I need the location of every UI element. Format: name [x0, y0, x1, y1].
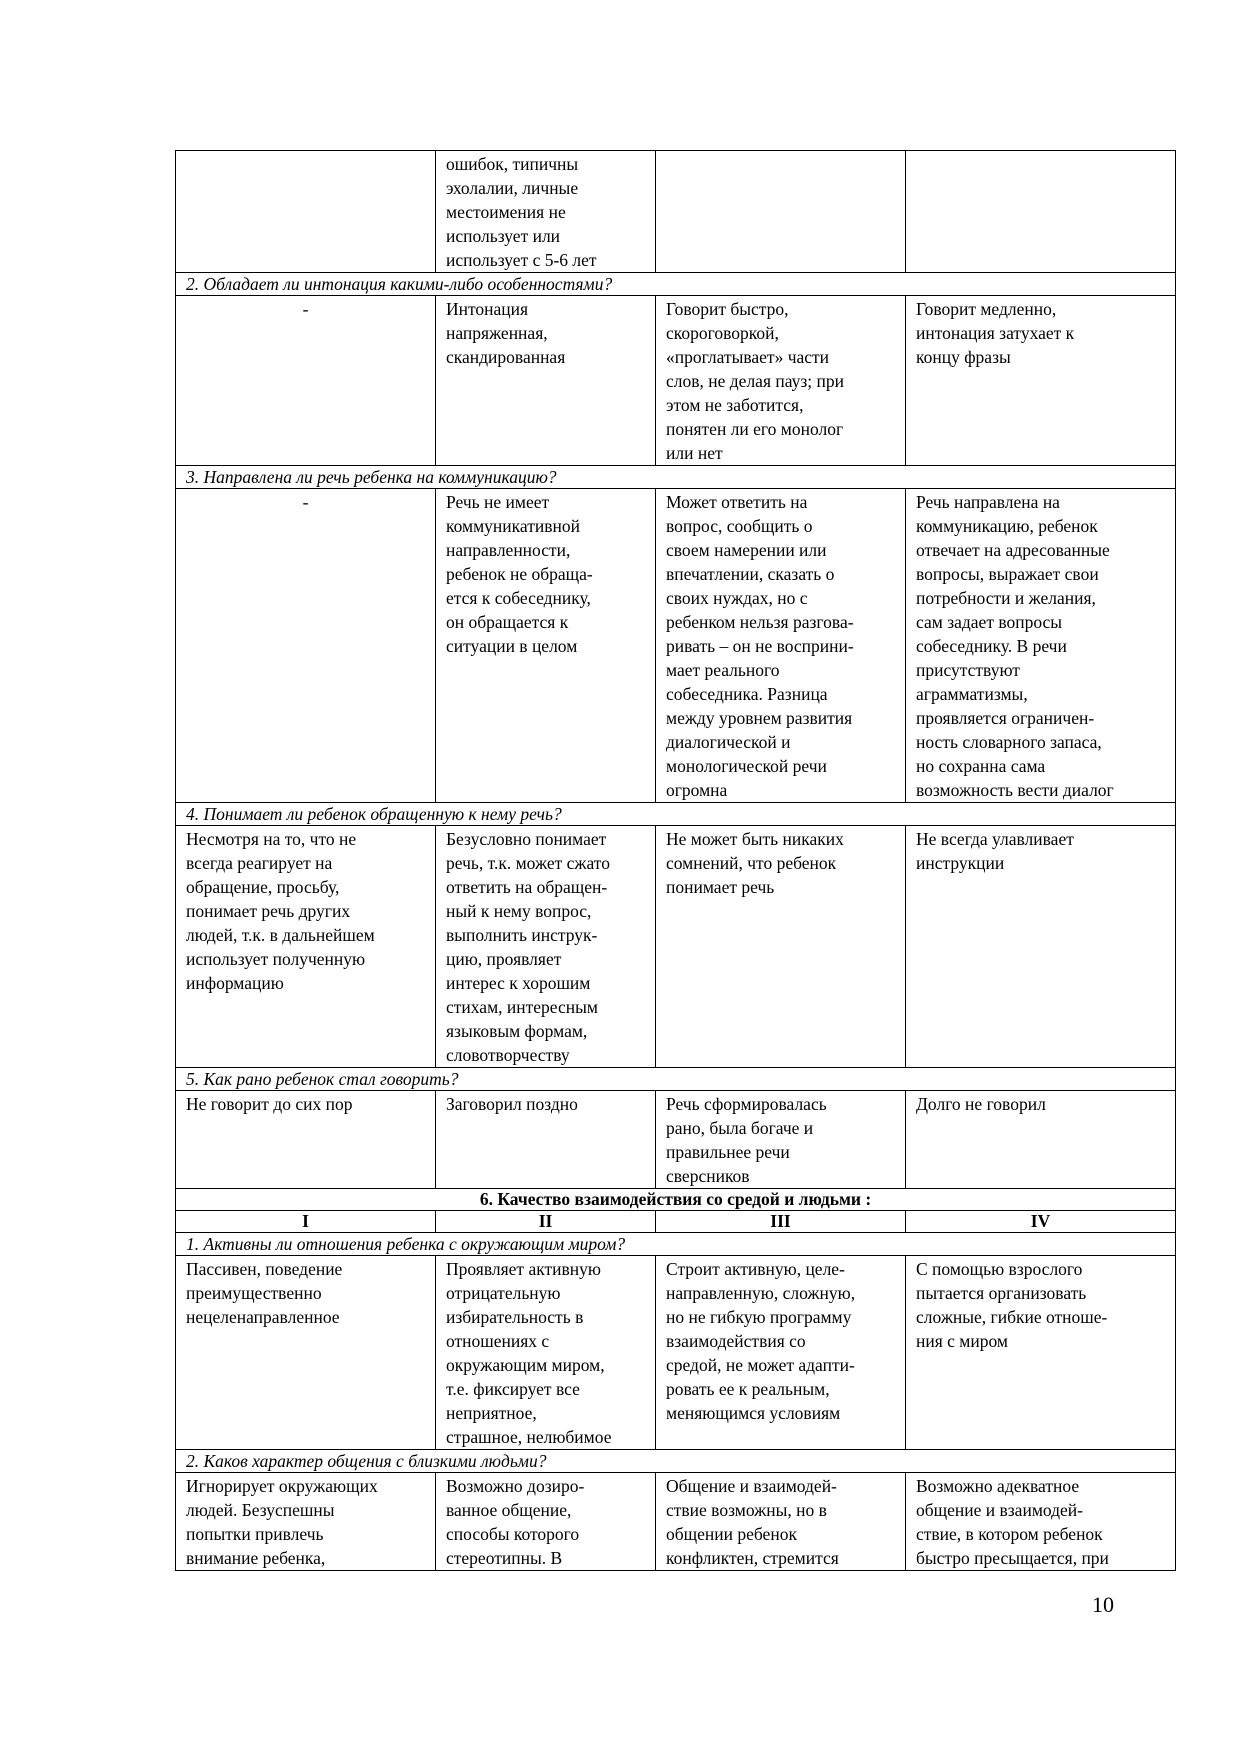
- cell: Не может быть никаких сомнений, что ребенок понимает речь: [656, 826, 906, 1068]
- cell: Игнорирует окружающих людей. Безуспешны попытки привлечь внимание ребенка,: [176, 1473, 436, 1571]
- level-header: II: [436, 1211, 656, 1233]
- cell: Речь направлена на коммуникацию, ребенок отвечает на адресованные вопросы, выражает свои потребности и желания, сам задает вопросы собеседнику. В речи присутствуют аграмматизмы, проявляется ограничен- ность словарного запаса, но сохранна сама возможность вести диалог: [906, 489, 1176, 803]
- cell: Заговорил поздно: [436, 1091, 656, 1189]
- table-row: [176, 1091, 1176, 1189]
- question-heading: 2. Каков характер общения с близкими людьми?: [176, 1450, 1176, 1473]
- cell: С помощью взрослого пытается организовать сложные, гибкие отноше- ния с миром: [906, 1256, 1176, 1450]
- cell: Не говорит до сих пор: [176, 1091, 436, 1189]
- level-header: I: [176, 1211, 436, 1233]
- question-row: [176, 273, 1176, 296]
- cell: Безусловно понимает речь, т.к. может сжато ответить на обращен- ный к нему вопрос, выполнить инструк- цию, проявляет интерес к хорошим стихам, интересным языковым формам, словотворчеству: [436, 826, 656, 1068]
- assessment-table: [175, 150, 1176, 1571]
- cell: -: [176, 489, 436, 803]
- cell: Может ответить на вопрос, сообщить о своем намерении или впечатлении, сказать о своих нуждах, но с ребенком нельзя разгова- ривать – он не восприни- мает реального собеседника. Разница между уровнем развития диалогической и монологической речи огромна: [656, 489, 906, 803]
- cell: Долго не говорил: [906, 1091, 1176, 1189]
- cell: Речь не имеет коммуникативной направленности, ребенок не обраща- ется к собеседнику, он обращается к ситуации в целом: [436, 489, 656, 803]
- section-heading: 6. Качество взаимодействия со средой и людьми :: [176, 1189, 1176, 1211]
- question-row: [176, 1233, 1176, 1256]
- question-row: [176, 466, 1176, 489]
- table-row: [176, 1473, 1176, 1571]
- cell: Строит активную, целе- направленную, сложную, но не гибкую программу взаимодействия со средой, не может адапти- ровать ее к реальным, меняющимся условиям: [656, 1256, 906, 1450]
- table-row: [176, 1256, 1176, 1450]
- question-heading: 3. Направлена ли речь ребенка на коммуникацию?: [176, 466, 1176, 489]
- table-row: [176, 489, 1176, 803]
- level-header: IV: [906, 1211, 1176, 1233]
- cell: Не всегда улавливает инструкции: [906, 826, 1176, 1068]
- question-heading: 1. Активны ли отношения ребенка с окружающим миром?: [176, 1233, 1176, 1256]
- table-row: [176, 151, 1176, 273]
- question-row: [176, 803, 1176, 826]
- page-number: 10: [1092, 1592, 1114, 1617]
- cell: Говорит медленно, интонация затухает к концу фразы: [906, 296, 1176, 466]
- cell: [176, 151, 436, 273]
- question-heading: 2. Обладает ли интонация какими-либо особенностями?: [176, 273, 1176, 296]
- cell: Возможно адекватное общение и взаимодей- ствие, в котором ребенок быстро пресыщается, при: [906, 1473, 1176, 1571]
- cell: [906, 151, 1176, 273]
- cell: ошибок, типичны эхолалии, личные местоимения не использует или использует с 5-6 лет: [436, 151, 656, 273]
- cell: Несмотря на то, что не всегда реагирует на обращение, просьбу, понимает речь других людей, т.к. в дальнейшем использует полученную информацию: [176, 826, 436, 1068]
- section-row: [176, 1189, 1176, 1211]
- cell: Общение и взаимодей- ствие возможны, но в общении ребенок конфликтен, стремится: [656, 1473, 906, 1571]
- cell: Проявляет активную отрицательную избирательность в отношениях с окружающим миром, т.е. фиксирует все неприятное, страшное, нелюбимое: [436, 1256, 656, 1450]
- question-heading: 5. Как рано ребенок стал говорить?: [176, 1068, 1176, 1091]
- level-header-row: [176, 1211, 1176, 1233]
- question-row: [176, 1450, 1176, 1473]
- cell: Возможно дозиро- ванное общение, способы которого стереотипны. В: [436, 1473, 656, 1571]
- cell: [656, 151, 906, 273]
- cell: Пассивен, поведение преимущественно нецеленаправленное: [176, 1256, 436, 1450]
- question-row: [176, 1068, 1176, 1091]
- cell: -: [176, 296, 436, 466]
- cell: Говорит быстро, скороговоркой, «проглатывает» части слов, не делая пауз; при этом не заботится, понятен ли его монолог или нет: [656, 296, 906, 466]
- cell: Речь сформировалась рано, была богаче и правильнее речи сверсников: [656, 1091, 906, 1189]
- question-heading: 4. Понимает ли ребенок обращенную к нему речь?: [176, 803, 1176, 826]
- table-row: [176, 296, 1176, 466]
- table-row: [176, 826, 1176, 1068]
- level-header: III: [656, 1211, 906, 1233]
- cell: Интонация напряженная, скандированная: [436, 296, 656, 466]
